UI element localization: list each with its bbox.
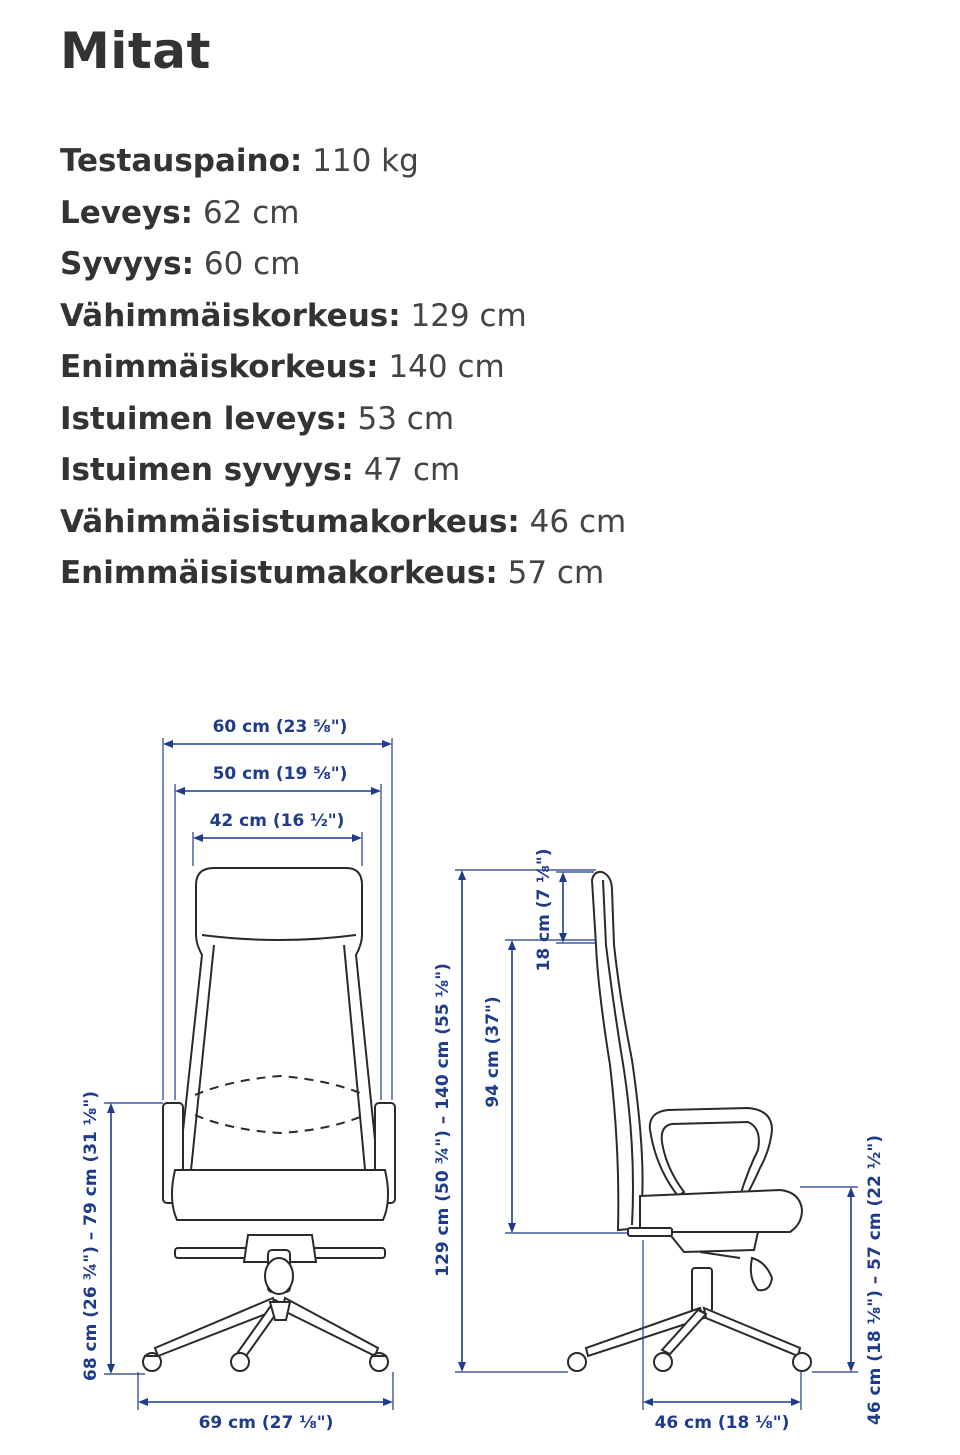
spec-row (60, 497, 626, 549)
spec-value: 140 cm (388, 349, 505, 385)
spec-row (60, 188, 626, 240)
spec-label: Istuimen leveys: (60, 400, 348, 437)
spec-row (60, 548, 626, 600)
spec-row (60, 291, 626, 343)
dim-side-headrest-height: 18 cm (7 ⅛") (534, 848, 554, 972)
spec-label: Enimmäiskorkeus: (60, 349, 379, 385)
dim-front-base-width: 69 cm (27 ⅛") (198, 1413, 334, 1433)
spec-label: Vähimmäiskorkeus: (60, 297, 401, 334)
spec-row (60, 445, 626, 497)
spec-label: Testauspaino: (60, 143, 303, 179)
chair-front-view (143, 868, 395, 1371)
spec-label: Syvyys: (60, 246, 195, 282)
spec-value: 57 cm (507, 555, 605, 591)
chair-side-view (568, 872, 811, 1371)
spec-label: Leveys: (60, 194, 194, 231)
spec-value: 47 cm (363, 452, 461, 488)
spec-value: 60 cm (203, 246, 301, 282)
dim-side-back-height: 94 cm (37") (483, 996, 503, 1108)
dim-side-base-depth: 46 cm (18 ⅛") (654, 1413, 790, 1433)
spec-row (60, 342, 626, 394)
spec-list (60, 136, 626, 600)
dimension-drawing (0, 690, 960, 1455)
spec-value: 53 cm (357, 400, 455, 437)
dim-side-seat-height: 46 cm (18 ⅛") – 57 cm (22 ½") (865, 1134, 885, 1426)
spec-label: Enimmäisistumakorkeus: (60, 555, 498, 591)
dim-side-total-height: 129 cm (50 ¾") – 140 cm (55 ⅛") (433, 963, 453, 1277)
dim-front-total-width: 60 cm (23 ⅝") (212, 717, 348, 737)
dim-front-back-width: 50 cm (19 ⅝") (212, 764, 348, 784)
dim-front-armrest-height: 68 cm (26 ¾") – 79 cm (31 ⅛") (81, 1090, 101, 1382)
page-title: Mitat (60, 22, 211, 80)
spec-label: Istuimen syvyys: (60, 452, 354, 488)
dim-front-seat-width: 42 cm (16 ½") (209, 811, 345, 831)
spec-value: 46 cm (529, 503, 627, 540)
spec-row (60, 239, 626, 291)
spec-row (60, 136, 626, 188)
spec-value: 110 kg (312, 143, 419, 179)
spec-value: 62 cm (202, 194, 300, 231)
spec-value: 129 cm (410, 297, 527, 334)
spec-row (60, 394, 626, 446)
spec-label: Vähimmäisistumakorkeus: (60, 503, 520, 540)
